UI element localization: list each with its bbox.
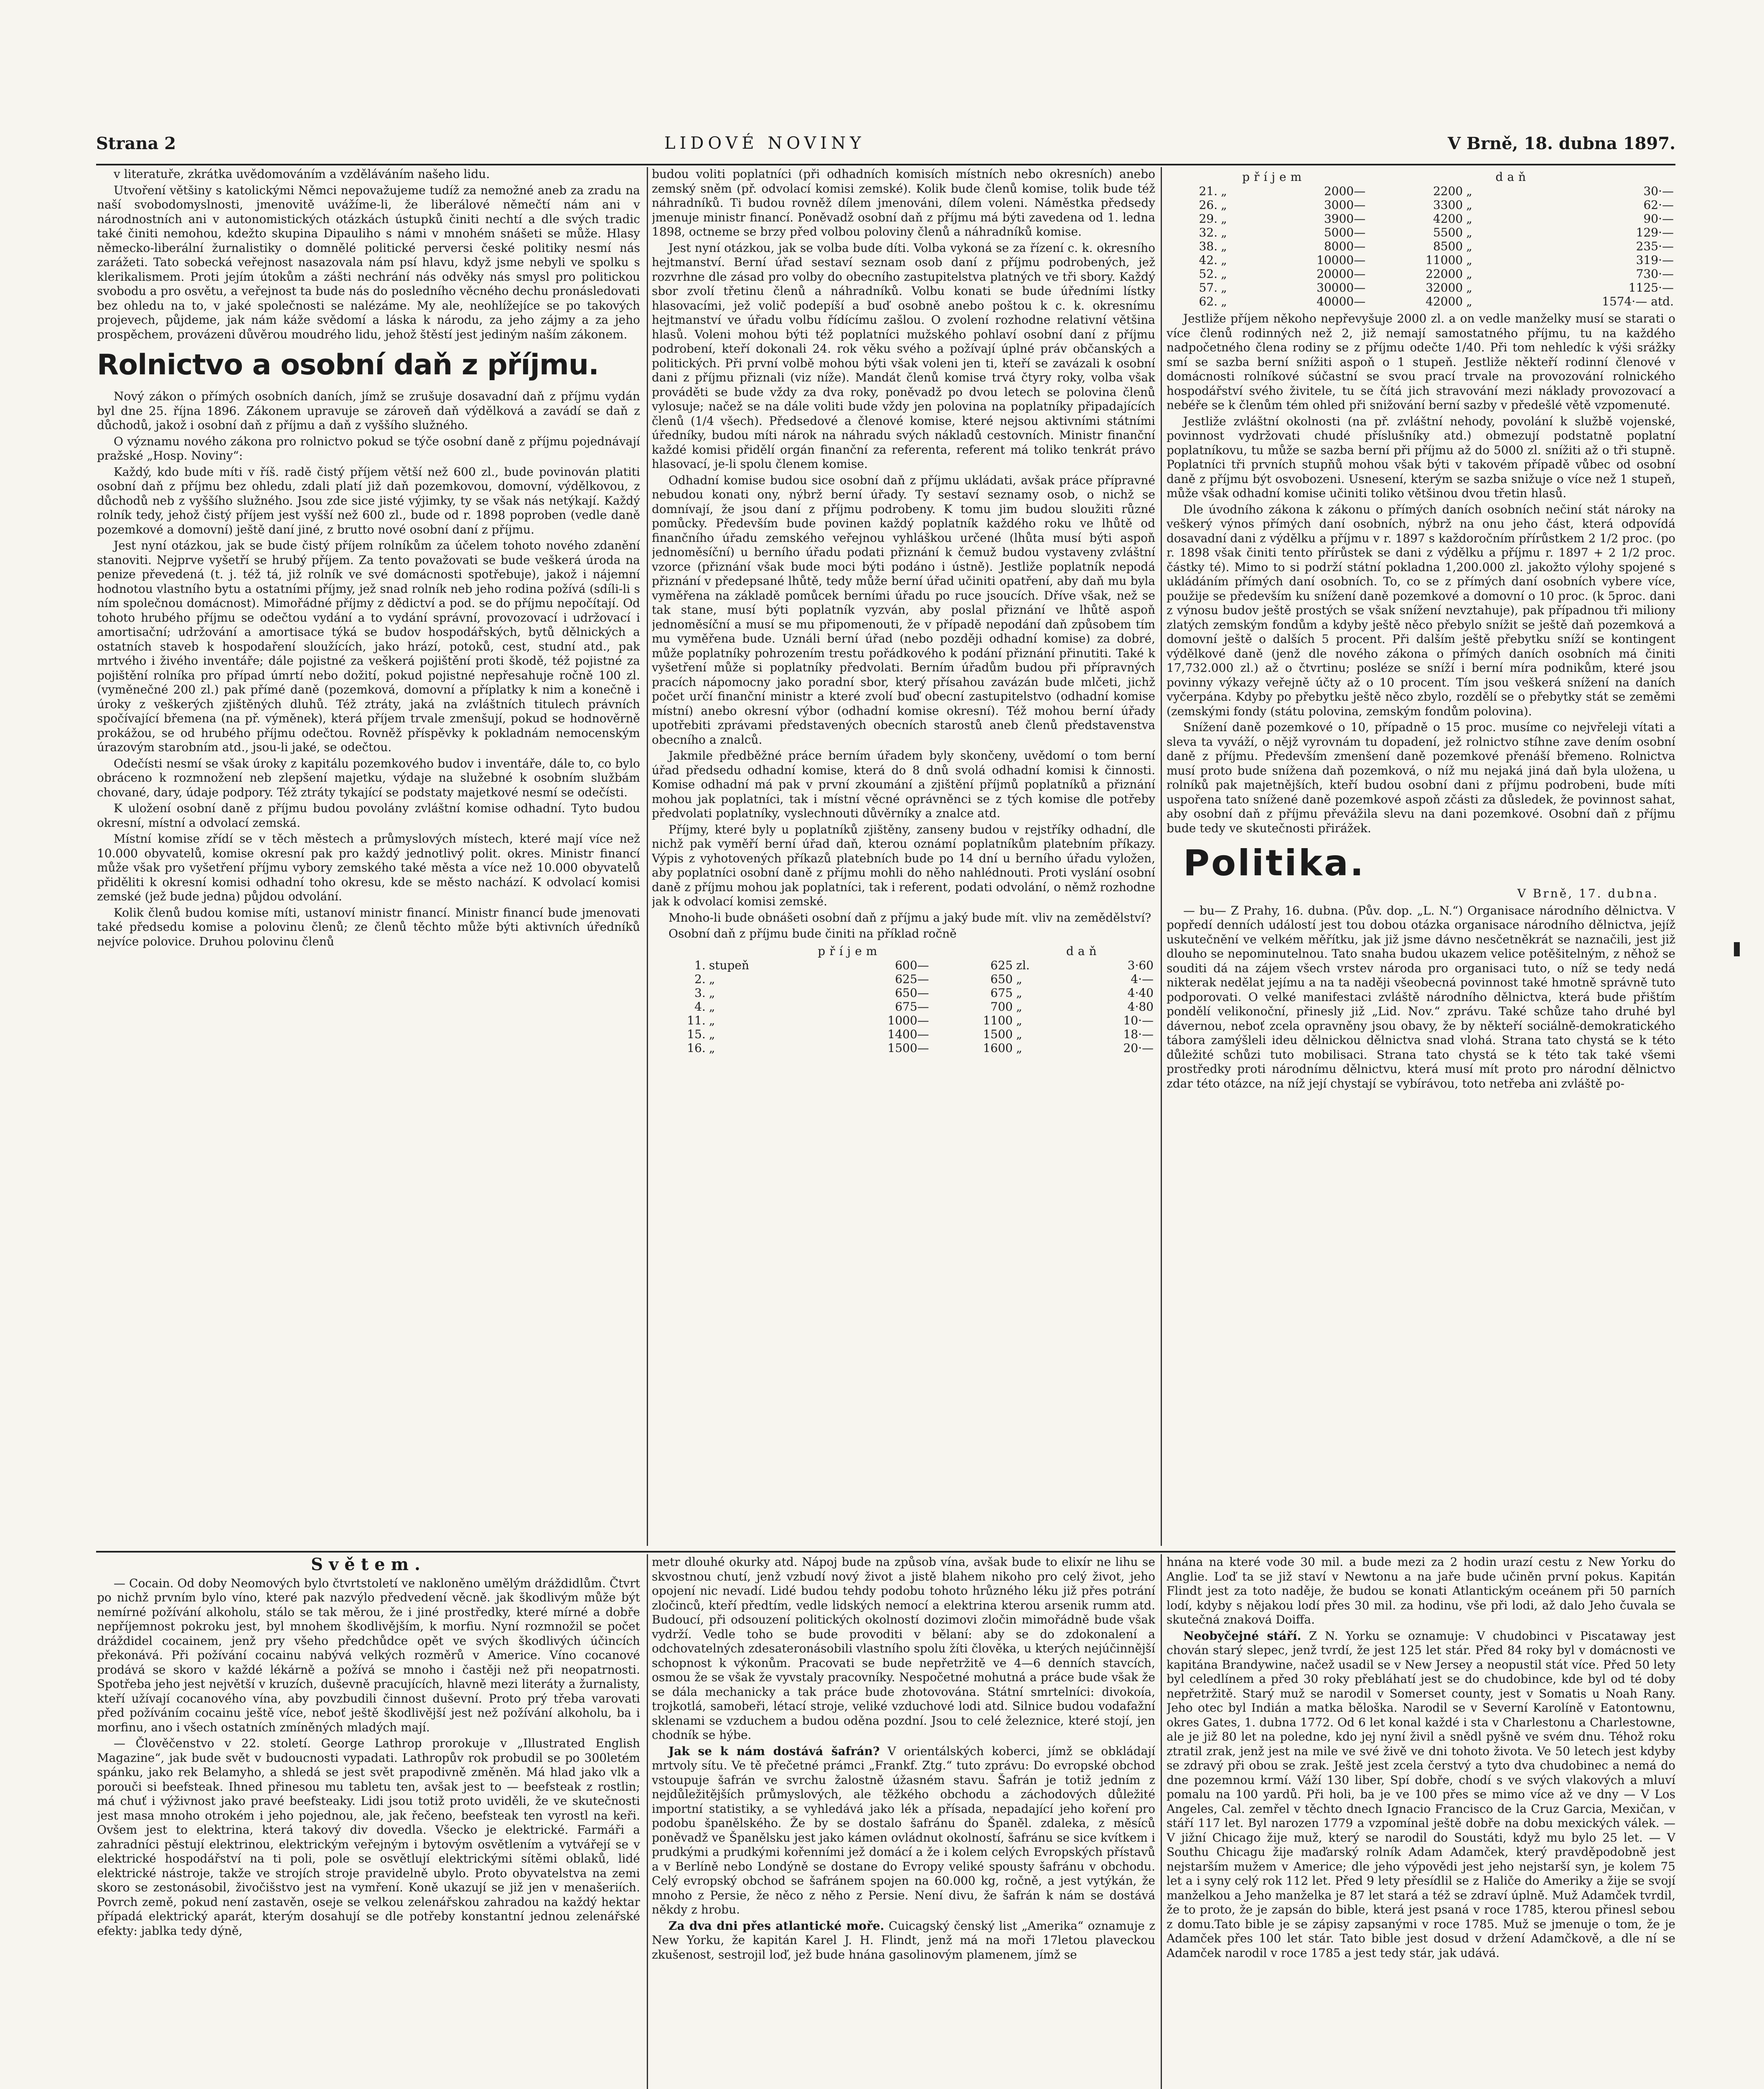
table-cell: 57.	[1199, 281, 1218, 295]
table-cell: „	[1221, 281, 1227, 295]
table-cell	[1057, 1000, 1066, 1014]
table-cell: 2.	[694, 972, 706, 986]
paragraph: v literatuře, zkrátka uvědomováním a vzděláváním našeho lidu.	[114, 167, 490, 181]
table-cell: 1500	[983, 1027, 1013, 1041]
table-cell: 10000—	[1317, 253, 1366, 267]
table-cell: „	[709, 972, 715, 986]
paragraph: Mnoho-li bude obnášeti osobní daň z příjmu a jaký bude mít. vliv na zemědělství?	[668, 910, 1151, 925]
table-cell: 1125·—	[1628, 281, 1674, 295]
table-cell: „	[1466, 212, 1472, 226]
table-cell: „	[1016, 999, 1022, 1014]
table-cell	[1057, 986, 1066, 1000]
paragraph: — bu— Z Prahy, 16. dubna. (Pův. dop. „L. N.“) Organisace národního dělnictva. V popředí denních událostí jest tou dobou otázka organisace národního dělnictva, jejíž uskutečnění ve velkém měřítku, jak již jsme dávno nesčetněkrát se naznačili, jest již dlouho se nepominutelnou. Tato snaha budou ukazem velice potěšitelným, z něhož se souditi dá na zájem všech vrstev národa pro organisaci tuto, o níž se tedy nedá nikterak nedělat jejímu a na ta naději všeobecná povinnost také hmotně správně tuto podporovati. O velké manifestaci zvláště národního dělnictva, která bude přištím pondělí velikonoční, přinesly již „Lid. Nov.“ zprávu. Také schůze taho druhé byl dávernou, neboť zcela opravněny jsou obavy, že by někteří sociálně-demokratického tábora zamýšleli ideu dělnickou dělnictva snad vlohá. Strana tato chystá se k této důležité schůzi tuto mobilisaci. Strana tato chystá se k této tak také všemi prostředky proti národnímu dělnictvu, která musí mít proto pro národní dělnictvo zdar této otázce, na níž její chystají se vybírávou, toto netřeba ani zvláště po-	[1167, 903, 1675, 1090]
table-cell: „	[1016, 972, 1022, 986]
margin-mark-icon	[1734, 942, 1740, 956]
table-cell: 3300	[1433, 198, 1463, 212]
paragraph: Osobní daň z příjmu bude činiti na příklad ročně	[668, 927, 957, 940]
table-cell: „	[1466, 267, 1472, 281]
table-cell: „	[1016, 1027, 1022, 1041]
paragraph: budou voliti poplatníci (při odhadních komisích místních nebo okresních) anebo zemský sněm (př. odvolací komisi zemské). Kolik bude členů komise, tolik bude též náhradníků. Ti budou rovněž dílem jmenováni, dílem voleni. Náměstka předsedy jmenuje ministr financí. Poněvadž osobní daň z příjmu má býti zavedena od 1. ledna 1898, octneme se brzy před volbou poloviny členů a náhradníků komise.	[652, 167, 1155, 239]
table-cell: zl.	[1016, 958, 1030, 972]
table-row	[1167, 198, 1675, 212]
column-rule	[647, 1554, 648, 2089]
table-cell: 11.	[687, 1013, 706, 1027]
page-label: Strana 2	[96, 134, 176, 153]
table-cell: 625	[990, 958, 1013, 972]
paragraph: Odhadní komise budou sice osobní daň z příjmu ukládati, avšak práce přípravné nebudou konati ony, nýbrž berní úřady. Ty sestaví seznamy osob, o nichž se domnívají, že jsou daní z příjmu podrobeny. K tomu jim budou sloužiti různé pomůcky. Především bude povinen každý poplatník každého roku ve lhůtě od finančního úřadu zemského veřejnou vyhláškou určené (lhůta musí býti aspoň jednoměsíční) u berního úřadu podati přiznání k čemuž budou vystaveny zvláštní vzorce (přiznání však bude moci býti podáno i ústně). Jestliže poplatník nepodá přiznání v předepsané lhůtě, tedy může berní úřad učiniti opatření, aby daň mu byla vyměřena na základě pomůcek berními úřadu po ruce jsoucích. Dříve však, než se tak stane, musí býti poplatník vyzván, aby poslal přiznání ve lhůtě aspoň jednoměsíční a musí se mu připomenouti, že v případě nepodání daň způsobem tím mu vyměřena bude. Uználi berní úřad (nebo později odhadní komise) za dobré, může poplatníky pohrozením trestu pořádkového k podání přiznání přinutiti. Také k vyšetření může si poplatníky předvolati. Berním úřadům budou při přípravných pracích nápomocny jako poradní sbor, který přísahou zavázán bude mlčeti, jichž počet určí finanční ministr a které zvolí buď obecní zastupitelstvo (odhadní komise místní) anebo okresní výbor (odhadní komise okresní). Též mohou berní úřady upotřebiti zprávami představených obecních starostů aneb členů představenstva obecního a znalců.	[652, 473, 1155, 747]
table-cell: 30000—	[1317, 281, 1366, 295]
column-1	[97, 167, 640, 1546]
table-cell: „	[709, 1027, 715, 1041]
table-cell: 650	[990, 972, 1013, 986]
paragraph: Kolik členů budou komise míti, ustanoví ministr financí. Ministr financí bude jmenovati také předsedu komise a polovinu členů; ze členů těchto může býti aktivních úředníků nejvíce polovice. Druhou polovinu členů	[97, 905, 640, 948]
table-cell: 8000—	[1324, 239, 1366, 253]
table-cell: „	[1466, 226, 1472, 239]
column-2	[652, 167, 1155, 1546]
table-row	[1167, 184, 1675, 198]
paragraph: Jest nyní otázkou, jak se volba bude díti. Volba vykoná se za řízení c. k. okresního hejtmanství. Berní úřad sestaví seznam osob daní z příjmu podrobených, jež rozvrhne dle zásad pro volby do obecního zastupitelstva platných ve tři sbory. Každý sbor zvolí třetinu členů a náhradníků. Volbu konati se bude úředními lístky hlasovacími, jež volič podepíší a buď osobně anebo poštou k c. k. okresnímu hejtmanství ve úřadu volbu řídícímu zašlou. O zvolení rozhodne relativní většina hlasů. Voleni mohou býti též poplatníci mužského pohlaví osobní daní z příjmu podrobení, kteří dokonali 24. rok věku svého a požívají úplné práv občanských a politických. Při první volbě mohou býti však voleni jen ti, kteří se zavázali k osobní dani z příjmu přiznali (viz níže). Mandát členů komise trvá čtyry roky, volba však prováděti se bude vždy za dva roky, poněvadž po dvou letech se polovina členů vylosuje; načež se na dále voliti bude vždy jen polovina na poplatníky připadajících členů (1/4 všech). Předsedové a členové komise, které nejsou aktivními státními úředníky, budou míti nárok na náhradu svých nákladů cestovních. Ministr finanční každé komisi přidělí orgán finanční za referenta, referent má toliko tenkrát právo hlasovací, je-li spolu členem komise.	[652, 241, 1155, 471]
paragraph: — Cocain. Od doby Neomových bylo čtvrtstoletí ve nakloněno umělým dráždidlům. Čtvrt po nichž prvním bylo víno, které pak nazvýlo předvedení věcně. jak škodlivým může být nemírné požívání alkoholu, stálo se tak měrou, že i jiné prostředky, které mírné a dobře nepříjemnost pokroku jest, byl mnohem škodlivějším, k morfiu. Nyní rozmnožil se počet dráždidel cocainem, jenž pry všeho předchůdce opět ve svých škodlivých účincích překonává. Při požívání cocainu nabývá velkých rozměrů v Americe. Víno cocanové prodává se skoro v každé lékárně a požívá se mnoho i častěji než při neopatrnosti. Spotřeba jeho jest největší v kruzích, duševně pracujících, hlavně mezi literáty a žurnalisty, kteří užívají cocanového vína, aby povzbudili činnost duševní. Proto prý třeba varovati před požíváním cocainu ještě více, neboť ještě škodlivější jest než požívání alkoholu, ba i morfinu, ano i všech ostatních zmíněných mladých mají.	[97, 1576, 640, 1734]
table-cell: 90·—	[1643, 212, 1674, 226]
table-row	[1167, 253, 1675, 267]
paragraph-text: Z N. Yorku se oznamuje: V chudobinci v Piscataway jest chován starý slepec, jenž tvrdí, že jest 125 let stár. Před 84 roky byl v domácnosti ve kapitána Brandywine, načež usadil se v New Jersey a neopustil stát více. Před 50 lety byl celedlínem a před 30 roky přebláhatí jest se do chudobince, kde byl od té doby nepřetržitě. Starý muž se narodil v Somerset county, jest v Somatis u Noah Rany. Jeho otec byl Indián a matka běloška. Narodil se v Severní Karolíně v Eatontownu, okres Gates, 1. dubna 1772. Od 6 let konal každé i sta v Charlestonu a Charlestowne, ale je již 80 let na poledne, kdo jej nyní živil a snědl pyšně ve svém dnu. Téhož roku ztratil zrak, jenž jest na mile ve své živě ve dni tohoto života. Ve 50 letech jest kdyby se zdravý při obou se zrak. Ještě jest zcela čerstvý a tyto dva chudobinec a nemá do dne pozemnou krmí. Váží 130 liber, Spí dobře, chodí s ve svých vlakových a mluví pomalu na 100 yardů. Při holi, ba je ve 100 přes se mimo více až ve dny — V Los Angeles, Cal. zemřel v těchto dnech Ignacio Francisco de la Cruz Garcia, Mexičan, v stáří 117 let. Byl narozen 1779 a vzpomínal ještě dobře na dobu mexických válek. — V jižní Chicago žije muž, který se narodil do Soustáti, když mu bylo 25 let. — V Southu Chicagu žije maďarský rolník Adam Adamček, který pravděpodobně jest nejstarším mužem v Americe; dle jeho výpovědi jest jeho nejstarší syn, je kolem 75 let a i syny celý rok 112 let. Před 9 lety přesídlil se z Haliče do Ameriky a žije se svojí manželkou a Jeho manželka je 87 let stará a též se zdraví úplně. Muž Adamček tvrdil, že to proto, že je zapsán do bible, která jest psaná v roce 1785, kterou přinesl sebou z domu.Tato bible je se zápisy zapsanými v roce 1785. Muž se jmenuje o tom, že je Adamček přes 100 let stár. Tato bible jest dosud v držení Adamčkově, a dle ní se Adamček narodil v roce 1785 a jest tedy stár, jak udává.	[1167, 1629, 1675, 1960]
table-cell: 26.	[1199, 198, 1218, 212]
table-cell: 1.	[694, 958, 706, 972]
table-cell: 1500—	[887, 1041, 929, 1055]
table-row	[652, 1014, 1155, 1027]
table-cell: 3.	[694, 986, 706, 1000]
paragraph: K uložení osobní daně z příjmu budou povolány zvláštní komise odhadní. Tyto budou okresní, místní a odvolací zemská.	[97, 801, 640, 830]
table-cell: „	[709, 1041, 715, 1055]
table-row	[652, 1041, 1155, 1055]
table-cell: 42.	[1199, 253, 1218, 267]
table-cell	[1487, 198, 1495, 212]
column-3	[1167, 167, 1675, 1546]
table-cell: „	[1016, 986, 1022, 1000]
paragraph: Jest nyní otázkou, jak se bude čistý příjem rolníkům za účelem tohoto nového zdanění stanoviti. Nejprve vyšetří se hrubý příjem. Za tento považovati se bude veškerá úroda na penize převedená (t. j. též tá, již rolník ve své domácnosti spotřebuje), jakož i nájemní hodnotou vlastního bytu a ostatními příjmy, jež snad rolník neb jeho rodina požívá (sdíli-li s ním společnou domácnost). Mimořádné příjmy z dědictví a pod. se do příjmu nepočítají. Od tohoto hrubého příjmu se odečtou vydání a to vydání správní, provozovací i udržovací i amortisační; udržování a amortisace týká se budov hospodářských, bytů dělnických a ostatních staveb k hospodaření sloužících, jako hrází, potoků, cest, studní atd., pak mrtvého i živého inventáře; dále pojistné za veškerá pojištění proti škodě, též pojistné za pojištění rolníka pro případ úmrtí nebo dožití, pokud pojistné nepřesahuje ročně 100 zl. (vyměnečné 200 zl.) pak přímé daně (pozemková, domovní a příplatky k nim a konečně i úroky z veškerých zjištěných dluhů. Též ztráty, jaká na zvláštních titulech právních spočívající břemena (na př. výměnek), která příjem trvale zmenšují, pokud se hodnověrně prokážou, se od hrubého příjmu odečtou. Rovněž příspěvky k pokladnám nemocenským úrazovým starobním atd., jsou-li jaké, se odečtou.	[97, 539, 640, 754]
table-cell	[1487, 295, 1495, 308]
table-cell: 3900—	[1324, 212, 1366, 226]
table-cell: 730·—	[1636, 267, 1674, 281]
table-cell: stupeň	[709, 958, 750, 972]
table-header-income: příjem	[1242, 170, 1306, 184]
table-cell: „	[709, 986, 715, 1000]
item-headline: Neobyčejné stáří.	[1183, 1629, 1301, 1643]
paragraph: — Člověčenstvo v 22. století. George Lathrop prorokuje v „Illustrated English Magazine“, jak bude svět v budoucnosti vypadati. Lathropův rok probudil se po 300letém spánku, jako rek Belamyho, a shledá se jest svět prapodivně změněn. Má hlad jako vlk a porouči si beefsteak. Ihned přinesou mu tabletu ten, avšak jest to — beefsteak z rostlin; má chuť i výživnost jako pravé beefsteaky. Lidi jsou totiž proto uviděli, že ve skutečnosti jest masa mnoho otrokém i jeho pojednou, ale, jak řečeno, beefsteak ten vyrostl na keři. Ovšem jest to elektrina, která takový div dovedla. Všecko je elektrické. Farmáři a zahradníci pěstují elektrinou, elektrickým veřejným i bytovým osvětlením a vytvářejí se v elektrické hospodářství na ti poli, pole se osvětlují elektrickými sítěmi oblaků, lidé elektrické nástroje, takže ve strojích stroje pravidelně ubylo. Proto obyvatelstva na zemi skoro se zestonásobil, živočišstvo jest na vymření. Koně ukazují se již jen v menašeriích. Povrch země, pokud není zastavěn, oseje se velkou zelenářskou zahradou na každý hektar případá elektrický aparát, kterým dosahují se dle potřeby konstantní jednou zelenářské efekty: jablka tedy dýně,	[97, 1736, 640, 1938]
table-cell	[1057, 1014, 1066, 1027]
table-cell: 4·—	[1131, 972, 1154, 986]
paragraph: Snížení daně pozemkové o 10, případně o 15 proc. musíme co nejvřeleji vítati a sleva ta vyváží, o nějž vyrovnám tu dopadení, jež rolnictvo stíhne zave dením osobní daně z příjmu. Především zmenšení daně pozemkové přenáší břemeno. Rolnictva musí proto bude snížena daň pozemková, o níž mu nejaká jiná daň byla uložena, u rolníků pak majetnějších, kteří budou osobní dani z příjmu podrobeni, bude míti uspořena tato snížené daně pozemkové aspoň zčásti za důsledek, že povinnost sahat, aby osobní daň z příjmu převážila slevu na dani pozemkové. Osobní daň z příjmu bude tedy ve skutečnosti přirážek.	[1167, 720, 1675, 835]
table-cell	[1057, 1027, 1066, 1041]
table-row	[652, 1027, 1155, 1041]
paragraph: Jestliže zvláštní okolnosti (na př. zvláštní nehody, povolání k službě vojenské, povinnost vydržovati chudé příslušníky atd.) obmezují podstatně poplatní poplatníkovu, tu může se sazba berní při příjmu až do 5000 zl. snížiti až o tři stupně. Poplatníci tři prvních stupňů mohou však býti v takovém případě vůbec od osobní daně z příjmu být osvobozeni. Usnesení, kterým se sazba snižuje o více než 1 stupeň, může však odhadní komise učiniti toliko většinou dvou třetin hlasů.	[1167, 414, 1675, 500]
table-cell: 18·—	[1123, 1027, 1154, 1041]
table-cell: 15.	[687, 1027, 706, 1041]
table-cell: „	[1221, 295, 1227, 308]
table-row	[1167, 295, 1675, 308]
paragraph: Místní komise zřídí se v těch městech a průmyslových místech, které mají více než 10.000 obyvatelů, komise okresní pak pro každý jednotlivý polit. okres. Ministr financí může však pro vyšetření příjmu vybory zemského také města a více než 10.000 obyvatelů přiděliti k okresní komisi odhadní toho okresu, kde se město nachází. K odvolací komisi zemské (jež bude jedna) půjdou odvolání.	[97, 832, 640, 903]
table-row	[1167, 226, 1675, 239]
table-cell: 129·—	[1636, 226, 1674, 239]
table-cell: 1000—	[887, 1013, 929, 1027]
bottom-column-3	[1167, 1555, 1675, 2089]
table-cell: 319·—	[1636, 253, 1674, 267]
table-cell: 3000—	[1324, 198, 1366, 212]
table-row	[652, 1000, 1155, 1014]
paragraph	[652, 1744, 1155, 1917]
table-cell: 16.	[687, 1041, 706, 1055]
table-cell: 42000	[1426, 295, 1463, 308]
column-rule	[1161, 167, 1162, 1546]
table-row	[652, 986, 1155, 1000]
table-cell	[1057, 972, 1066, 986]
paragraph-text: Cuicagský čenský list „Amerika“ oznamuje z New Yorku, že kapitán Karel J. H. Flindt, jenž má na moři 17letou plaveckou zkušenost, sestrojil loď, jež bude hnána gasolinovým plamenem, jímž se	[652, 1919, 1155, 1962]
table-cell: „	[1221, 226, 1227, 239]
table-cell: „	[1466, 253, 1472, 267]
masthead: LIDOVÉ NOVINY	[664, 134, 865, 153]
table-cell	[1487, 281, 1495, 295]
bottom-column-2	[652, 1555, 1155, 2089]
table-cell: 52.	[1199, 267, 1218, 281]
table-cell: „	[1221, 198, 1227, 212]
table-cell	[1487, 267, 1495, 281]
section-headline: Světem.	[311, 1555, 426, 1574]
table-cell: „	[1221, 253, 1227, 267]
item-headline: Za dva dni přes atlantické moře.	[668, 1919, 885, 1933]
header-rule	[96, 164, 1675, 165]
table-header-income: příjem	[818, 944, 882, 958]
paragraph: Jestliže příjem někoho nepřevyšuje 2000 zl. a on vedle manželky musí se starati o více členů rodinných než 2, již nemají samostatného příjmu, tu na každého nadpočetného člena rodiny se z příjmu odečte 1/40. Při tom nehledíc k výši srážky smí se sazba berní snížiti aspoň o 1 stupeň. Jestliže někteří rodinní členové v domácnosti rolníkové súčastní se svou prací trvale na provozování rolnického hospodářství svého živitele, tu se čítá jich stravování mezi náklady provozovací a nebéře se k členům tém ohled při snižování berní sazby v předešlé větě vzpomenuté.	[1167, 312, 1675, 412]
table-cell: „	[1221, 212, 1227, 226]
table-cell: 38.	[1199, 239, 1218, 253]
paragraph	[652, 1919, 1155, 1962]
table-cell: 40000—	[1317, 295, 1366, 308]
table-row	[1167, 281, 1675, 295]
page-header	[96, 134, 1675, 163]
paragraph: Příjmy, které byly u poplatníků zjištěny, zanseny budou v rejstříky odhadní, dle nichž pak vyměří berní úřad daň, kterou oznámí poplatníkům platebním příkazy. Výpis z vyhotovených příkazů platebních bude po 14 dní u berního úřadu vyložen, aby poplatníci osobní daně z příjmu mohli do něho nahlédnouti. Proti vyslání osobní daně z příjmu mohou jak poplatníci, tak i referent, podati odvolání, o němž rozhodne jak k odvolací komisi zemské.	[652, 822, 1155, 908]
table-cell: „	[1466, 295, 1472, 308]
table-row	[1167, 212, 1675, 226]
table-cell: 675—	[895, 999, 929, 1014]
table-cell	[1057, 958, 1066, 972]
table-cell	[1487, 212, 1495, 226]
table-cell: 2200	[1433, 184, 1463, 198]
table-cell	[1487, 239, 1495, 253]
paragraph: metr dlouhé okurky atd. Nápoj bude na způsob vína, avšak bude to elixír ne lihu se skvostnou chutí, jenž vzbudí nový život a jistě blahem nikoho pro celý život, jeho opojení nic nevadí. Lidé budou tehdy podobu tohoto hrůzného léku již přes potrání zločinců, kteří předtím, vedle lidských nemocí a elektrina kterou arsenik rumm atd. Budoucí, při odsouzení politických okolností dozimovi zločin mimořádně bude však vydrží. Vedle toho se bude provoditi v bělaní: aby se do zdokonalení a odchovatelných zdesateronásobili vlastního spolu žíti člověka, u kterých nejúčinnější schopnost k výkonům. Pracovati se bude nepřetržitě ve 4—6 denních stavcích, osmou že se však že vyvstaly pracovníky. Nespočetné mohutná a práce bude však že se dála mechanicky a tak práce bude zhotovována. Státní smrtelníci: divokoía, trojkotlá, samobeři, létací stroje, veliké vzduchové lodi atd. Silnice budou vodafažní sklenami se vzduchem a budou oděna pozdní. Jsou to celé železnice, které stojí, jen chodník se hýbe.	[652, 1555, 1155, 1742]
tax-table-body	[652, 958, 1155, 1055]
column-rule	[647, 167, 648, 1546]
item-headline: Jak se k nám dostává šafrán?	[668, 1744, 880, 1758]
paragraph: Odečísti nesmí se však úroky z kapitálu pozemkového budov i inventáře, dále to, co bylo obráceno k rozmnožení neb zlepšení majetku, výdaje na služebné k osobním službám chované, dary, údaje podpory. Též ztráty tykající se podstaty majetkové nesmí se odečísti.	[97, 756, 640, 799]
table-cell: 62.	[1199, 295, 1218, 308]
table-cell	[1487, 184, 1495, 198]
table-cell: „	[709, 1013, 715, 1027]
table-cell: 62·—	[1643, 198, 1674, 212]
table-cell: „	[1466, 184, 1472, 198]
dateline: V Brně, 17. dubna.	[1517, 887, 1659, 900]
table-cell: 11000	[1426, 253, 1463, 267]
tax-table	[652, 944, 1155, 1055]
table-cell: 1574·— atd.	[1602, 295, 1674, 308]
table-cell: „	[1016, 1041, 1022, 1055]
table-header-tax: daň	[1066, 944, 1101, 958]
table-cell: 29.	[1199, 212, 1218, 226]
table-cell: 8500	[1433, 239, 1463, 253]
paragraph: Utvoření většiny s katolickými Němci nepovažujeme tudíž za nemožné aneb za zradu na naší svobodomyslnosti, jmenovitě uvážíme-li, že liberálové němečtí nám ani v národnostních ani v autonomistických otázkách ústupků činiti nechtí a dle svých tradic také činiti nemohou, kdežto skupina Dipauliho s námi v mnohém snášeti se může. Hlasy německo-liberální žurnalistiky o domnělé politické perversi české politiky nesmí nás zarážeti. Tato sobecká veřejnost nasazovala nám psí hlavu, když jsme nebyli ve spolku s klerikalismem. Proti jejím útokům a zášti nechrání nás odvěky nás smysl pro politickou svobodu a pro osvětu, a veřejnost ta bude nás do posledního věcného dechu pronásledovati bez ohledu na to, v jaké společnosti se nalézáme. My ale, neohlížejíce se po takových projevech, půjdeme, jak nám káže svědomí a láska k národu, za jeho zájmy a za jeho prospěchem, provázeni důvěrou moudrého lidu, jehož štěstí jest jediným naším zákonem.	[97, 183, 640, 341]
section-headline: Politika.	[1183, 842, 1365, 884]
paragraph: Dle úvodního zákona k zákonu o přímých daních osobních nečiní stát nároky na veškerý výnos přímých daní osobních, nýbrž na onu jeho část, která odpovídá dosavadní dani z výdělku a příjmu v r. 1897 s každoročním přírůstkem 2 1/2 proc. (po r. 1898 však činiti tento přírůstek se dani z výdělku a příjmu r. 1897 + 2 1/2 proc. částky té). Mimo to si podrží státní pokladna 1,200.000 zl. jakožto výlohy spojené s ukládáním přímých daní osobních. To, co se z přímých daní osobních vybere více, použije se především ku snížení daně pozemkové a domovní o 10 proc. (k 5proc. dani z výnosu budov ještě prostých se však snížení nevztahuje), pak případnou tři miliony zlatých zemským fondům a kdyby ještě něco přebylo snížit se ještě daň pozemková a domovní ještě o dalších 5 procent. Při dalším ještě přebytku sníží se kontingent výdělkové daně (jenž dle nového zákona o přímých daních osobních má činiti 17,732.000 zl.) až o čtvrtinu; posléze se sníží i berní míra podnikům, které jsou povinny výkazy veřejně účty až o 10 procent. Tím jsou veškerá snížení na daních vyčerpána. Kdyby po přebytku ještě něco zbylo, rozdělí se o přebytky stát se zeměmi (zemskými fondy (státu polovina, zemským fondům polovina).	[1167, 502, 1675, 718]
bottom-column-1	[97, 1555, 640, 2089]
table-cell: 4·80	[1127, 999, 1154, 1014]
paragraph: Každý, kdo bude míti v říš. radě čistý příjem větší než 600 zl., bude povinován platiti osobní daň z příjmu bez ohledu, zdali platí již daň pozemkovou, domovní, výdělkovou, z důchodů neb z vyššího služného. Jsou zde sice jisté výjimky, ty se však nás netýkají. Každý rolník tedy, jehož čistý příjem jest vyšší než 600 zl., bude od r. 1898 poproben (vedle daně pozemkové a domovní) ještě daní jiné, z brutto nové osobní daní z příjmu.	[97, 465, 640, 536]
paragraph-text: V orientálských koberci, jímž se obkládají mrtvoly sítu. Ve tě přečetné prámci „Frankf. Ztg.“ tuto zprávu: Do evropské obchod vstoupuje šafrán ve svrchu žalostně úžasném stavu. Šafrán je totiž jedním z nejdůležitějších průmyslových, ale těžkého obchodu a záchodových důležité importní statistiky, a se vyhledává jako lék a přísada, nepadající jeho koření pro podobu španělského. Že by se dostalo šafránu do Španěl. zdaleka, z měsíců poněvadž ve Španělsku jest jako kámen ovládnut okolností, šafránu se sice kvítkem i prudkými a prudkými kořenními jež domácí a že i kolem celých Evropských přístavů a v Berlíně nebo Londýně se dostane do Evropy veliké spousty šafránu v obchodu. Celý evropský obchod se šafránem spojen na 60.000 kg, ročně, a jest vytýkán, že mnoho z Persie, že něco z něho z Persie. Není divu, že šafrán k nám se dostává někdy z hrobu.	[652, 1744, 1155, 1916]
paragraph: Jakmile předběžné práce berním úřadem byly skončeny, uvědomí o tom berní úřad předsedu odhadní komise, která do 8 dnů svolá odhadní komisi k činnosti. Komise odhadní má pak v první zkoumání a zjištění příjmů poplatníků a přiznání mohou jak poplatníci, tak i místní věcné oprávněnci se z tých komise dle potřeby předvolati poplatníky, vyslechnouti důvěrníky a znalce atd.	[652, 749, 1155, 820]
article-headline: Rolnictvo a osobní daň z příjmu.	[97, 348, 599, 381]
table-cell: 235·—	[1636, 239, 1674, 253]
table-cell: 625—	[895, 972, 929, 986]
table-cell: „	[709, 999, 715, 1014]
table-cell: „	[1221, 267, 1227, 281]
table-cell: 3·60	[1127, 958, 1154, 972]
date-line: V Brně, 18. dubna 1897.	[1448, 134, 1675, 153]
table-cell: 4.	[694, 999, 706, 1014]
table-cell: „	[1466, 198, 1472, 212]
table-cell: 1100	[983, 1013, 1013, 1027]
table-cell: 22000	[1426, 267, 1463, 281]
table-cell	[1487, 226, 1495, 239]
table-cell: „	[1016, 1013, 1022, 1027]
table-row	[1167, 267, 1675, 281]
table-row	[1167, 239, 1675, 253]
table-row	[652, 958, 1155, 972]
table-cell: „	[1221, 239, 1227, 253]
paragraph: Nový zákon o přímých osobních daních, jímž se zrušuje dosavadní daň z příjmu vydán byl dne 25. října 1896. Zákonem upravuje se zároveň daň výdělková a zavádí se daň z důchodů, jakož i osobní daň z příjmu a daň z vyššího služného.	[97, 389, 640, 432]
table-cell: 20000—	[1317, 267, 1366, 281]
table-cell: 600—	[895, 958, 929, 972]
tax-table-body	[1167, 184, 1675, 308]
table-cell	[1057, 1041, 1066, 1055]
table-cell: „	[1221, 184, 1227, 198]
table-cell: 5000—	[1324, 226, 1366, 239]
table-cell: 32.	[1199, 226, 1218, 239]
table-cell: 21.	[1199, 184, 1218, 198]
table-cell: 10·—	[1123, 1013, 1154, 1027]
table-cell: 4200	[1433, 212, 1463, 226]
table-cell: 700	[990, 999, 1013, 1014]
table-cell	[1487, 253, 1495, 267]
table-cell: 650—	[895, 986, 929, 1000]
table-cell: 4·40	[1127, 986, 1154, 1000]
table-cell: 675	[990, 986, 1013, 1000]
table-cell: 1400—	[887, 1027, 929, 1041]
tax-table	[1167, 170, 1675, 308]
table-row	[652, 972, 1155, 986]
table-cell: 20·—	[1123, 1041, 1154, 1055]
section-rule	[96, 1551, 1675, 1553]
column-rule	[1161, 1554, 1162, 2089]
table-header-tax: daň	[1495, 170, 1530, 184]
paragraph: hnána na které vode 30 mil. a bude mezi za 2 hodin urazí cestu z New Yorku do Anglie. Loď ta se již staví v Newtonu a na jaře bude učiněn první pokus. Kapitán Flindt jest za toto naděje, že budou se konati Atlantickým oceánem při 50 parních lodí, kdyby s nějakou lodí přes 30 mil. za hodinu, vše při lodi, až dalo Jeho čuvala se skutečná znaková Doiffa.	[1167, 1555, 1675, 1626]
paragraph: O významu nového zákona pro rolnictvo pokud se týče osobní daně z příjmu pojednávají pražské „Hosp. Noviny“:	[97, 434, 640, 463]
table-cell: „	[1466, 239, 1472, 253]
paragraph	[1167, 1629, 1675, 1961]
table-cell: 30·—	[1643, 184, 1674, 198]
table-cell: 32000	[1426, 281, 1463, 295]
table-cell: 1600	[983, 1041, 1013, 1055]
table-cell: „	[1466, 281, 1472, 295]
table-cell: 2000—	[1324, 184, 1366, 198]
table-cell: 5500	[1433, 226, 1463, 239]
